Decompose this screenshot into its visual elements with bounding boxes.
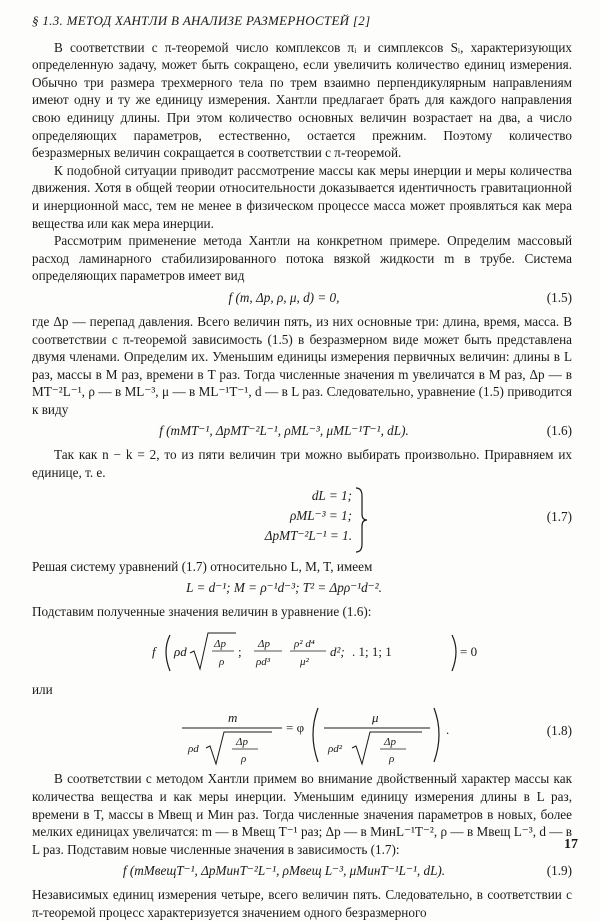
sub-semicolon: ; xyxy=(238,643,242,659)
eq18-rho: ρ xyxy=(241,753,247,766)
paragraph-3: Рассмотрим применение метода Хантли на конкретном примере. Определим массовый расход ламинарного стабилизированного потока вязкой жидкости m в трубе. Система определяющих параметров имеет вид xyxy=(32,233,572,284)
equation-1-8-graphic xyxy=(32,700,532,768)
right-brace-icon xyxy=(354,486,368,554)
equation-1-5-number: (1.5) xyxy=(546,289,572,305)
paragraph-7: Подставим полученные значения величин в уравнение (1.6): xyxy=(32,604,372,620)
sub-num2: ρ² d⁴ xyxy=(294,637,315,650)
sub-f: f xyxy=(152,643,156,659)
equation-1-6 xyxy=(32,422,572,442)
eq18-rhod: ρd xyxy=(188,743,199,756)
eq18-dp-2: Δp xyxy=(384,736,396,749)
page-number: 17 xyxy=(564,837,578,853)
system-line-2: ρML⁻³ = 1; xyxy=(289,507,352,523)
system-line-3: ΔpMT⁻²L⁻¹ = 1. xyxy=(264,527,352,543)
solution-body: L = d⁻¹; M = ρ⁻¹d⁻³; T² = Δpρ⁻¹d⁻². xyxy=(186,580,382,596)
paragraph-4: где Δp — перепад давления. Всего величин пять, из них основные три: длина, время, масса. В соответствии с π-теоремой зависимость (1.5) в безразмерном виде может быть представлена двумя членами. Определим их. Уменьшим единицы измерения первичных величин: длины в L раз, массы в M раз, времени в T раз. Тогда численные значения m увеличатся в M раз, Δp — в MT⁻²L⁻¹, ρ — в ML⁻³, μ — в ML⁻¹T⁻¹, d — в L раз. Следовательно, уравнение (1.5) приводится к виду xyxy=(32,313,572,417)
paragraph-5: Так как n − k = 2, то из пяти величин три можно выбирать произвольно. Приравняем их единице, т. е. xyxy=(32,447,572,481)
paragraph-1: В соответствии с π-теоремой число комплексов πᵢ и симплексов Sᵢ, характеризующих определенную задачу, может быть сокращено, если увеличить количество единиц измерения. Обычно три размера трехмерного тела по трем взаимно перпендикулярным направлениям имеют одну и ту же единицу измерения. Хантли предлагает брать для каждого направления свою единицу длины. При этом количество основных величин возрастает на два, а число определяющих параметров, естественно, остается прежним. Поэтому количество безразмерных величин сокращается в соответствии с π-теоремой. xyxy=(32,39,572,161)
sub-dp-2: Δp xyxy=(258,637,270,650)
sub-ones: . 1; 1; 1 xyxy=(352,643,392,659)
left-paren-icon xyxy=(166,635,170,671)
sub-eq0: = 0 xyxy=(460,643,478,659)
sub-rho-d: ρd xyxy=(174,643,187,659)
sub-mu2: μ² xyxy=(300,655,309,668)
equation-1-8-number: (1.8) xyxy=(546,723,572,739)
equation-1-5 xyxy=(32,289,572,309)
eq18-period: . xyxy=(446,722,450,738)
equation-substituted xyxy=(32,623,572,679)
system-line-1: dL = 1; xyxy=(311,487,352,503)
paragraph-2: К подобной ситуации приводит рассмотрение массы как меры инерции и меры количества движения. Хотя в общей теории относительности доказывается идентичность гравитационной и инерционной масс, тем не менее в физическом процессе масса может проявляться как мера вещества или как мера инерции. xyxy=(32,162,572,231)
eq18-mu: μ xyxy=(372,710,379,726)
right-paren-icon xyxy=(452,635,456,671)
sub-rho: ρ xyxy=(219,655,225,668)
equation-1-6-number: (1.6) xyxy=(546,423,572,439)
document-page xyxy=(32,12,572,922)
equation-1-9 xyxy=(32,862,572,882)
paragraph-8: или xyxy=(32,681,53,697)
equation-1-9-body: f (mMвещT⁻¹, ΔpMинT⁻²L⁻¹, ρMвещ L⁻³, μMинT⁻¹L⁻¹, dL). xyxy=(122,863,446,879)
equation-1-8 xyxy=(32,700,572,768)
eq18-right-paren-icon xyxy=(434,708,439,762)
equation-system-lines xyxy=(232,486,352,546)
eq18-eq-phi: = φ xyxy=(286,720,305,736)
eq18-rhod2: ρd² xyxy=(328,743,343,756)
equation-1-5-body: f (m, Δp, ρ, μ, d) = 0, xyxy=(228,289,340,305)
eq18-rho-2: ρ xyxy=(389,753,395,766)
equation-1-6-body: f (mMT⁻¹, ΔpMT⁻²L⁻¹, ρML⁻³, μML⁻¹T⁻¹, dL). xyxy=(159,423,409,439)
sub-dp: Δp xyxy=(214,637,226,650)
equation-solution xyxy=(32,579,572,599)
sub-rhod3: ρd³ xyxy=(256,655,271,668)
eq18-dp: Δp xyxy=(236,736,248,749)
sub-d2: d²; xyxy=(330,643,345,659)
eq18-m: m xyxy=(228,710,238,726)
equation-system-1-7 xyxy=(32,486,572,554)
eq18-left-paren-icon xyxy=(313,708,318,762)
paragraph-10: Независимых единиц измерения четыре, всего величин пять. Следовательно, в соответствии с π-теоремой процесс характеризуется значением одного безразмерного xyxy=(32,887,572,920)
paragraph-6: Решая систему уравнений (1.7) относительно L, M, T, имеем xyxy=(32,558,373,574)
equation-1-7-number: (1.7) xyxy=(546,508,572,524)
substituted-equation-graphic xyxy=(32,623,572,679)
paragraph-9: В соответствии с методом Хантли примем во внимание двойственный характер массы как количества вещества и как меры инерции. Уменьшим единицу измерения длины в L раз, времени в T, массы в Mвещ и Mин раз. Тогда численные значения параметров в новых, более мелких единицах увеличатся: m — в Mвещ T⁻¹ раз; Δp — в MинL⁻¹T⁻², ρ — в Mвещ L⁻³, d — в L раз. Подставим новые численные значения в зависимость (1.7): xyxy=(32,771,572,857)
section-title: § 1.3. МЕТОД ХАНТЛИ В АНАЛИЗЕ РАЗМЕРНОСТЕЙ [2] xyxy=(32,13,371,28)
equation-1-9-number: (1.9) xyxy=(546,863,572,879)
